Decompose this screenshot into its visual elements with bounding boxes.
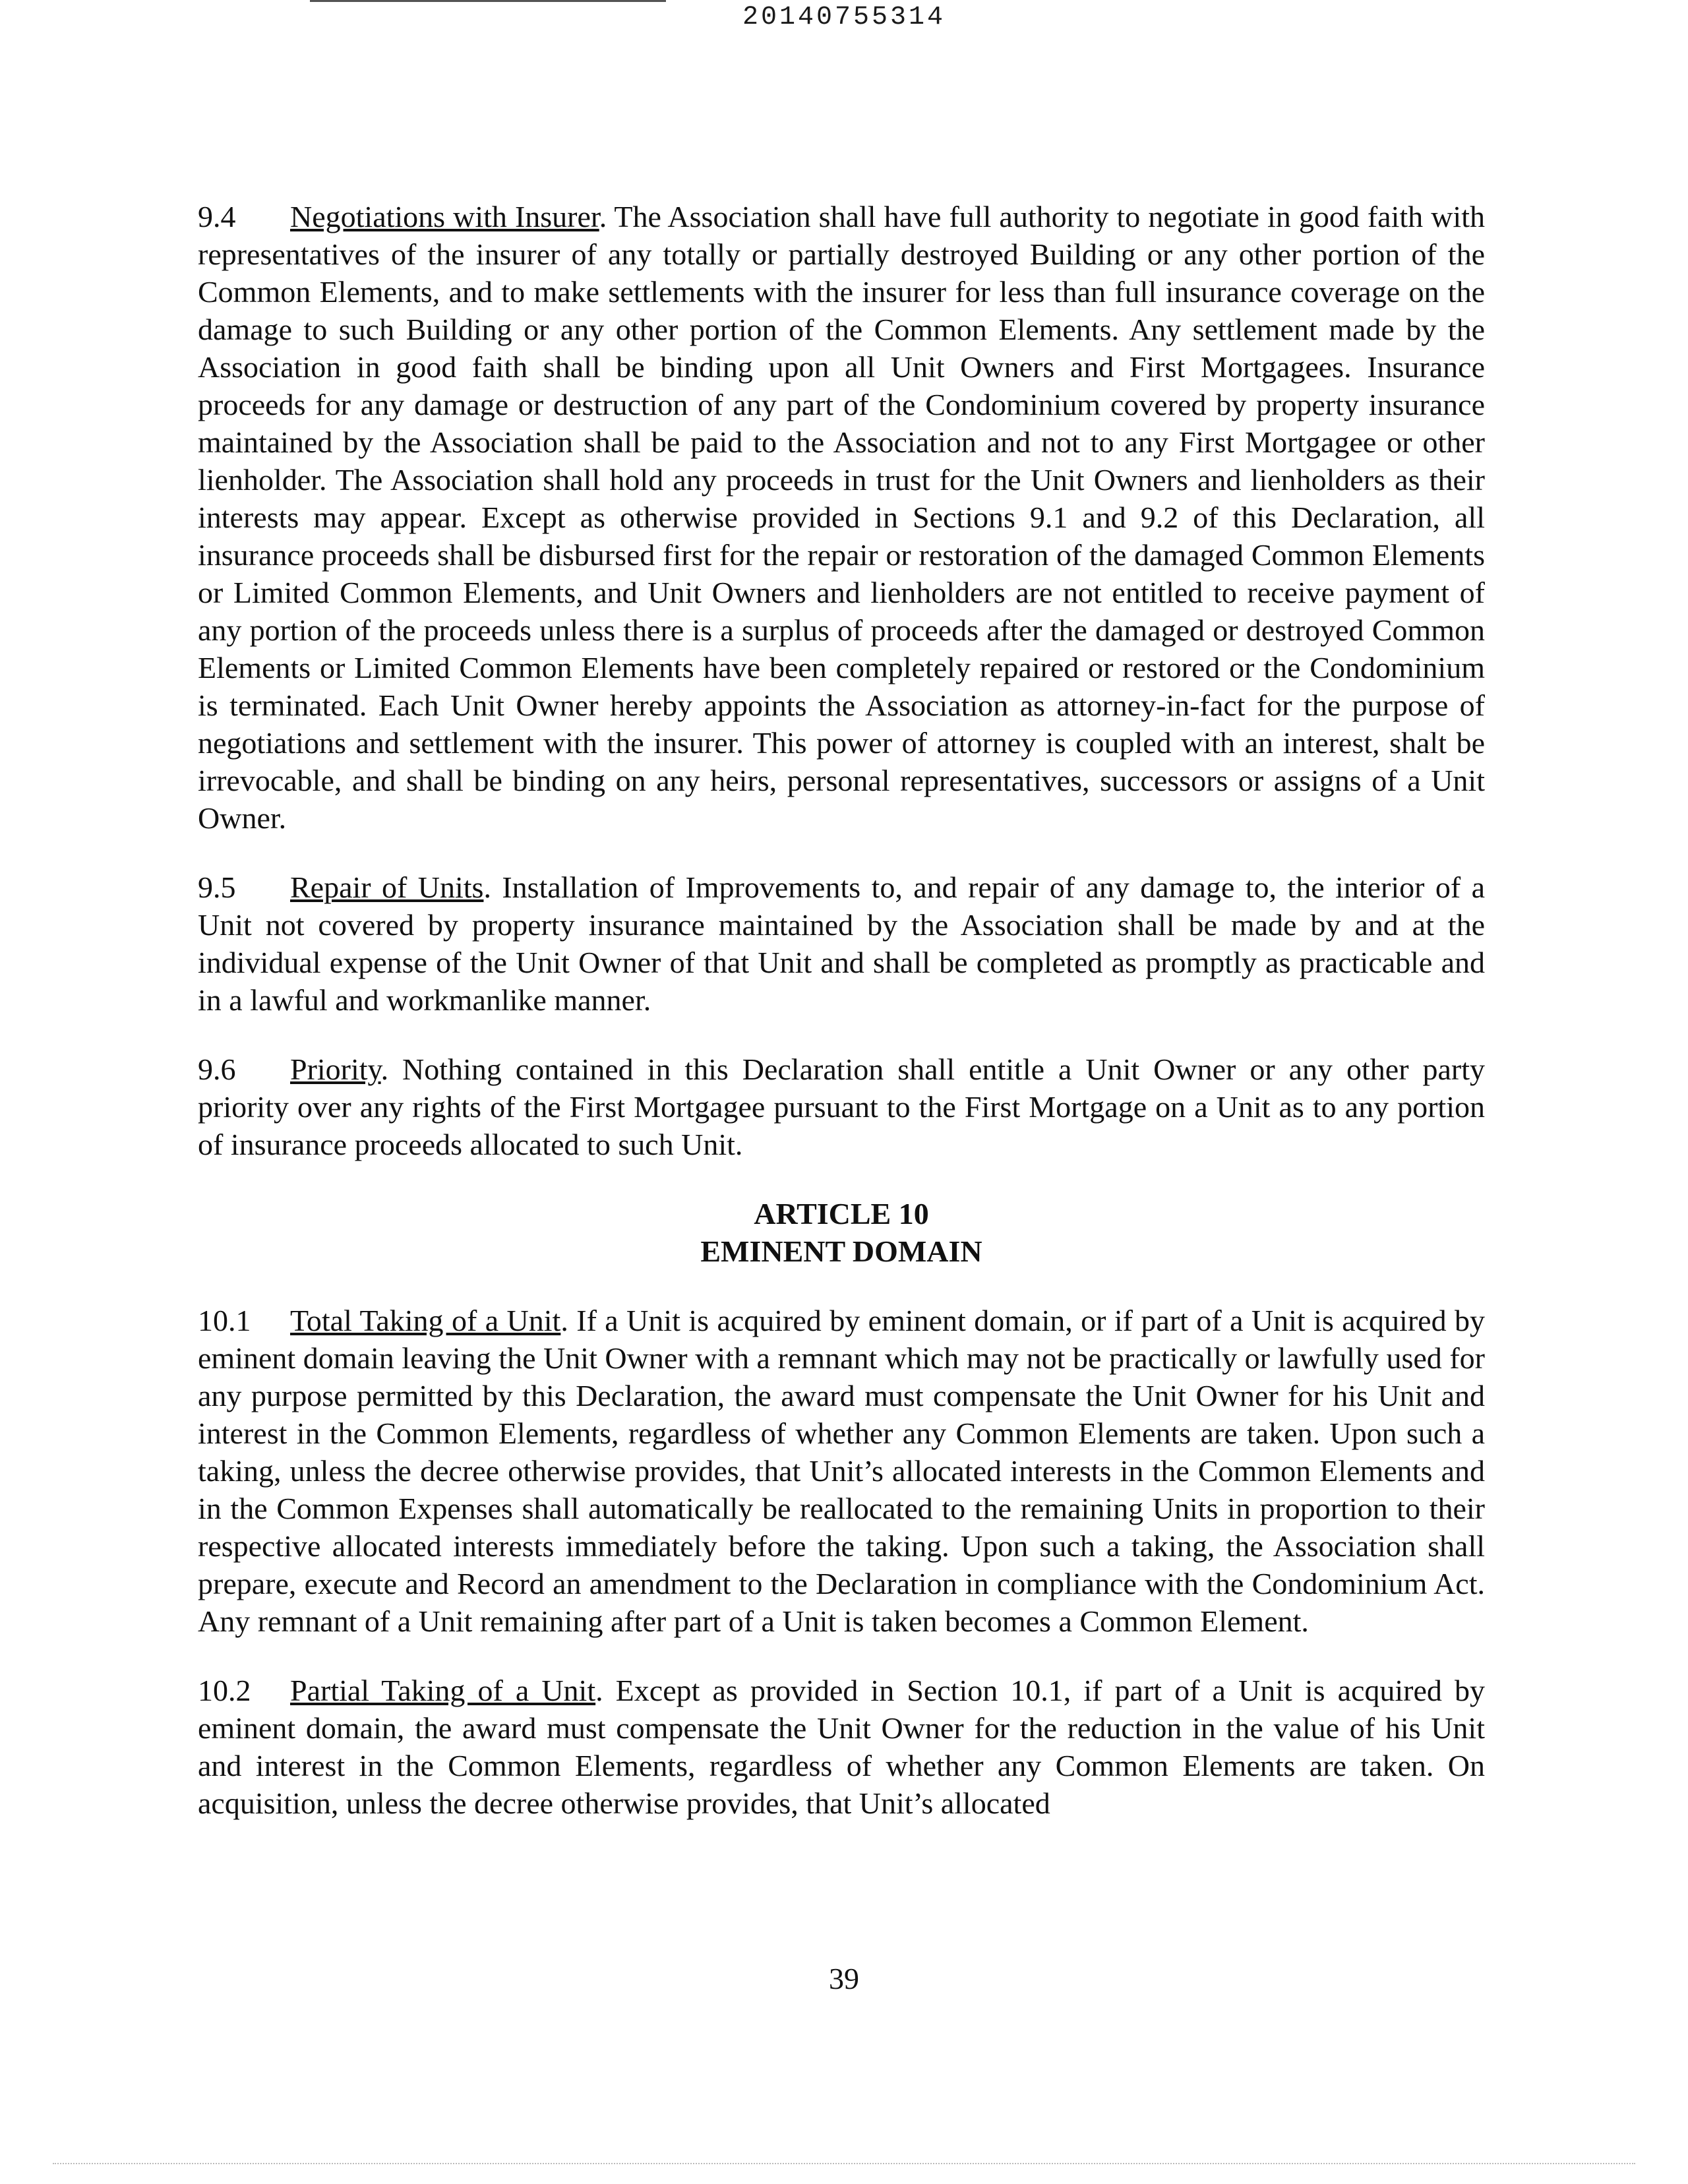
section-10-1 <box>198 1302 1485 1640</box>
section-number: 10.2 <box>198 1674 251 1707</box>
document-number: 20140755314 <box>742 3 946 32</box>
section-text: . The Association shall have full authority to negotiate in good faith with representatives of the insurer of any totally or partially destroyed Building or any other portion of the Common Elements, and to make settlements with the insurer for less than full insurance coverage on the damage to such Building or any other portion of the Common Elements. Any settlement made by the Association in good faith shall be binding upon all Unit Owners and First Mortgagees. Insurance proceeds for any damage or destruction of any part of the Condominium covered by property insurance maintained by the Association shall be paid to the Association and not to any First Mortgagee or other lienholder. The Association shall hold any proceeds in trust for the Unit Owners and lienholders as their interests may appear. Except as otherwise provided in Sections 9.1 and 9.2 of this Declaration, all insurance proceeds shall be disbursed first for the repair or restoration of the damaged Common Elements or Limited Common Elements, and Unit Owners and lienholders are not entitled to receive payment of any portion of the proceeds unless there is a surplus of proceeds after the damaged or destroyed Common Elements or Limited Common Elements have been completely repaired or restored or the Condominium is terminated. Each Unit Owner hereby appoints the Association as attorney-in-fact for the purpose of negotiations and settlement with the insurer. This power of attorney is coupled with an interest, shalt be irrevocable, and shall be binding on any heirs, personal representatives, successors or assigns of a Unit Owner. <box>198 200 1485 835</box>
section-title: Repair of Units <box>290 870 484 904</box>
section-title: Partial Taking of a Unit <box>290 1674 596 1707</box>
section-text: . Except as provided in Section 10.1, if part of a Unit is acquired by eminent domain, the award must compensate the Unit Owner for the reduction in the value of his Unit and interest in the Common Elements, regardless of whether any Common Elements are taken. On acquisition, unless the decree otherwise provides, that Unit’s allocated <box>198 1674 1485 1820</box>
section-number: 10.1 <box>198 1304 251 1337</box>
section-text: . Nothing contained in this Declaration shall entitle a Unit Owner or any other party priority over any rights of the First Mortgagee pursuant to the First Mortgage on a Unit as to any portion of insurance proceeds allocated to such Unit. <box>198 1052 1485 1161</box>
section-number: 9.5 <box>198 870 236 904</box>
scan-artifact-line <box>310 0 666 2</box>
article-label: ARTICLE 10 <box>754 1197 929 1230</box>
document-body <box>198 198 1485 1822</box>
page-number: 39 <box>829 1962 859 1995</box>
section-9-5 <box>198 868 1485 1019</box>
section-title: Total Taking of a Unit <box>290 1304 561 1337</box>
section-text: . If a Unit is acquired by eminent domain, or if part of a Unit is acquired by eminent domain leaving the Unit Owner with a remnant which may not be practically or lawfully used for any purpose permitted by this Declaration, the award must compensate the Unit Owner for his Unit and interest in the Common Elements, regardless of whether any Common Elements are taken. Upon such a taking, unless the decree otherwise provides, that Unit’s allocated interests in the Common Elements and in the Common Expenses shall automatically be reallocated to the remaining Units in proportion to their respective allocated interests immediately before the taking. Upon such a taking, the Association shall prepare, execute and Record an amendment to the Declaration in compliance with the Condominium Act. Any remnant of a Unit remaining after part of a Unit is taken becomes a Common Element. <box>198 1304 1485 1638</box>
section-number: 9.6 <box>198 1052 236 1086</box>
section-title: Priority <box>290 1052 381 1086</box>
section-9-4 <box>198 198 1485 837</box>
scan-artifact-bottom <box>53 2163 1635 2167</box>
section-title: Negotiations with Insurer <box>290 200 599 233</box>
article-title: EMINENT DOMAIN <box>700 1234 982 1268</box>
section-number: 9.4 <box>198 200 236 233</box>
section-10-2 <box>198 1672 1485 1822</box>
section-9-6 <box>198 1050 1485 1163</box>
section-text: . Installation of Improvements to, and repair of any damage to, the interior of a Unit not covered by property insurance maintained by the Association shall be made by and at the individual expense of the Unit Owner of that Unit and shall be completed as promptly as practicable and in a lawful and workmanlike manner. <box>198 870 1485 1017</box>
